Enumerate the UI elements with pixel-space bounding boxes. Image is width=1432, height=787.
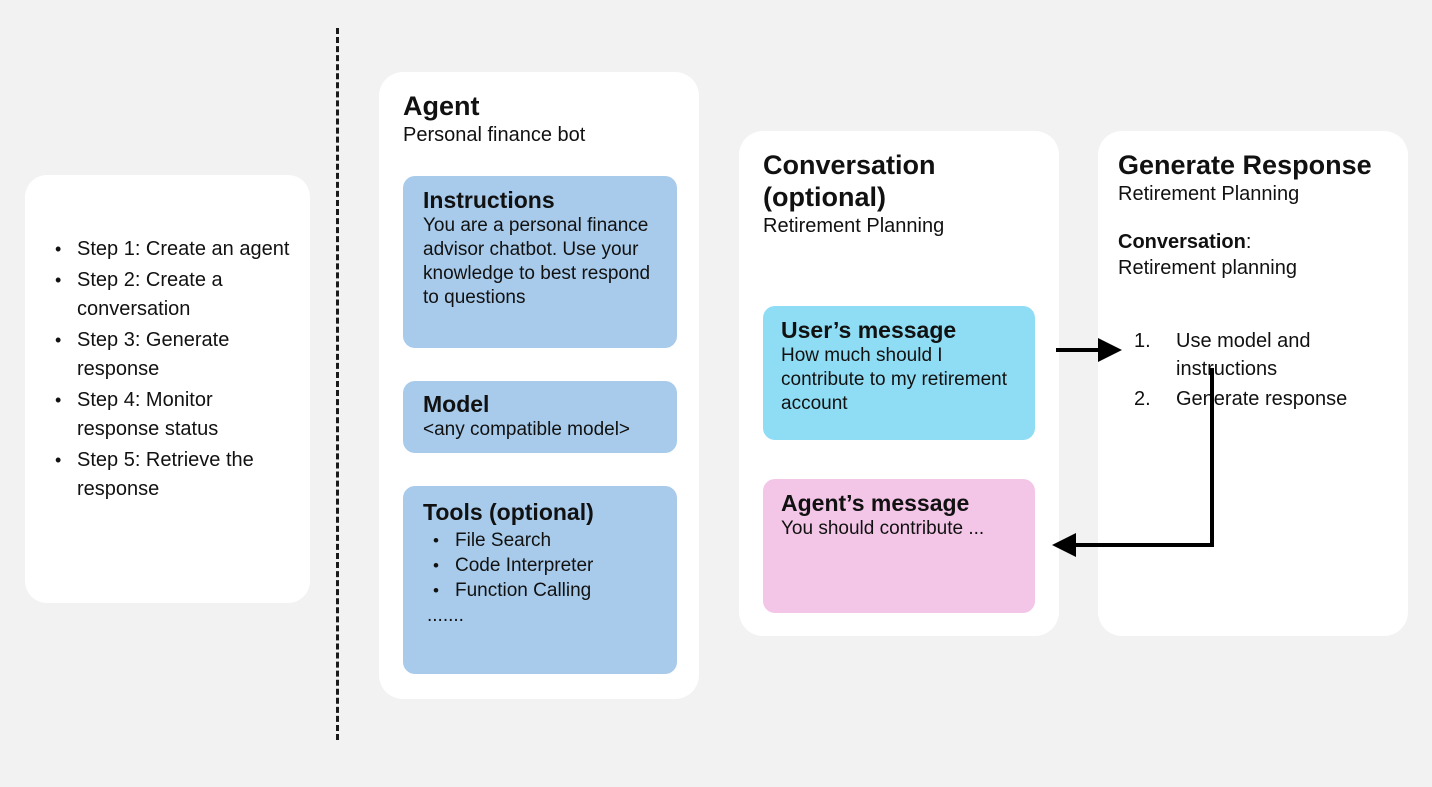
agent-title: Agent — [403, 91, 480, 121]
agent-header — [403, 90, 683, 148]
step-text: Use model and instructions — [1176, 330, 1311, 380]
list-item: • Step 4: Monitor response status — [39, 386, 300, 444]
list-item: • Step 5: Retrieve the response — [39, 446, 300, 504]
generate-conversation-label — [1118, 229, 1396, 281]
conversation-header — [763, 149, 1045, 239]
agent-message-text: You should contribute ... — [781, 518, 985, 539]
user-message-box — [763, 306, 1035, 440]
generate-conversation-value: Retirement planning — [1118, 257, 1297, 279]
step-number: 1. — [1134, 330, 1151, 352]
tools-title: Tools (optional) — [423, 499, 594, 525]
model-box — [403, 381, 677, 453]
conversation-title-line1: Conversation — [763, 150, 936, 180]
instructions-title: Instructions — [423, 187, 555, 213]
steps-card — [25, 175, 310, 603]
generate-subtitle: Retirement Planning — [1118, 183, 1300, 205]
steps-list — [39, 235, 300, 506]
list-item: • Code Interpreter — [423, 553, 667, 578]
generate-title: Generate Response — [1118, 150, 1372, 180]
agent-card — [379, 72, 699, 699]
step-text: Generate response — [1176, 388, 1348, 410]
generate-header — [1118, 149, 1396, 281]
flow-arrows — [1040, 320, 1240, 570]
list-item: • Step 3: Generate response — [39, 326, 300, 384]
generate-conversation-colon: : — [1245, 231, 1252, 253]
user-message-text: How much should I contribute to my retirement account — [781, 345, 1007, 414]
agent-subtitle: Personal finance bot — [403, 124, 586, 146]
dashed-divider — [336, 28, 339, 740]
conversation-title-line2: (optional) — [763, 182, 886, 212]
instructions-text: You are a personal finance advisor chatbot. Use your knowledge to best respond to questions — [423, 215, 651, 308]
tools-list — [423, 528, 667, 603]
model-title: Model — [423, 391, 490, 417]
agent-message-title: Agent’s message — [781, 490, 970, 516]
list-item: • Step 1: Create an agent — [39, 235, 300, 264]
list-item: • File Search — [423, 528, 667, 553]
tools-box — [403, 486, 677, 674]
tools-ellipsis: ....... — [427, 605, 464, 626]
conversation-card — [739, 131, 1059, 636]
model-value: <any compatible model> — [423, 419, 631, 440]
user-message-title: User’s message — [781, 317, 957, 343]
arrow-generate-to-agent — [1056, 368, 1212, 545]
instructions-box — [403, 176, 677, 348]
agent-message-box — [763, 479, 1035, 613]
list-item: • Function Calling — [423, 578, 667, 603]
conversation-subtitle: Retirement Planning — [763, 215, 945, 237]
list-item: • Step 2: Create a conversation — [39, 266, 300, 324]
step-number: 2. — [1134, 388, 1151, 410]
generate-conversation-key: Conversation — [1118, 231, 1246, 253]
